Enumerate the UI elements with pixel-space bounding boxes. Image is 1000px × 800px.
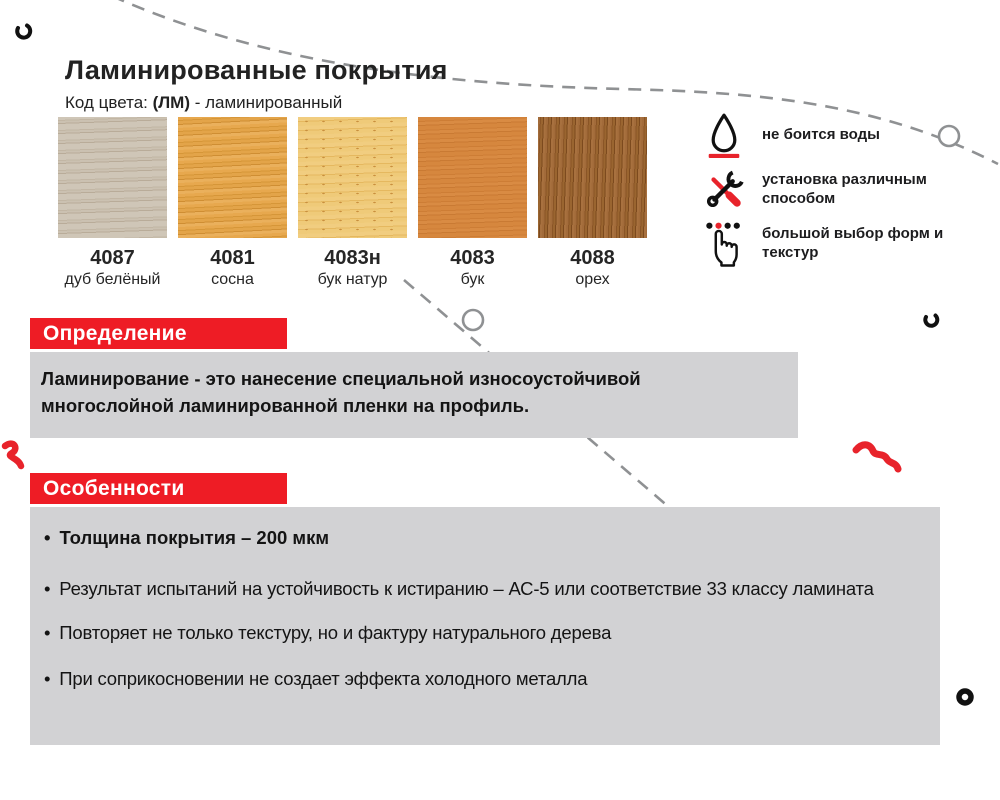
circle-marker-middle <box>463 310 483 330</box>
benefit-label: не боится воды <box>762 125 880 143</box>
swatch-item-4087 <box>58 117 167 289</box>
hand-choice-icon <box>703 220 745 268</box>
swatch-name: дуб белёный <box>64 271 161 288</box>
benefit-label: большой выбор форм и текстур <box>762 225 944 261</box>
swatch-name: сосна <box>211 271 254 288</box>
swatch-item-4088 <box>538 117 647 289</box>
swatch-name: орех <box>575 271 610 288</box>
wood-texture-sample <box>178 117 287 238</box>
features-panel <box>30 507 940 745</box>
tools-icon <box>703 169 745 211</box>
crescent-mark-top-left <box>17 26 30 38</box>
benefit-water <box>703 110 970 160</box>
swatch-code: 4087 <box>90 247 135 269</box>
crescent-mark-right <box>925 316 937 326</box>
swatch-name: бук натур <box>317 271 388 288</box>
feature-item <box>44 527 918 549</box>
subtitle-suffix: - ламинированный <box>190 93 343 112</box>
donut-mark-bottom-right <box>959 691 971 703</box>
bullet-dot: • <box>44 527 51 548</box>
swatch-item-4081 <box>178 117 287 289</box>
feature-item <box>44 570 918 609</box>
water-drop-icon <box>703 110 745 160</box>
wood-texture-sample <box>538 117 647 238</box>
feature-text: Толщина покрытия – 200 мкм <box>59 527 330 548</box>
benefits-list <box>703 110 970 268</box>
swatch-code: 4083н <box>324 247 381 269</box>
bullet-dot: • <box>44 578 51 599</box>
swatch-name: бук <box>460 271 485 288</box>
swatch-code: 4083 <box>450 247 495 269</box>
subtitle-prefix: Код цвета: <box>65 93 153 112</box>
swatch-item-4083n <box>298 117 407 289</box>
feature-text: При соприкосновении не создает эффекта холодного металла <box>59 667 588 689</box>
swatch-code: 4088 <box>570 247 615 269</box>
benefit-variety <box>703 220 970 268</box>
feature-text: Повторяет не только текстуру, но и фактуру натурального дерева <box>59 621 612 643</box>
feature-item <box>44 668 918 690</box>
wood-swatch-row <box>58 117 647 289</box>
features-heading: Особенности <box>30 473 287 504</box>
wood-texture-sample <box>58 117 167 238</box>
subtitle-code: (ЛМ) <box>152 93 191 112</box>
page-title: Ламинированные покрытия <box>65 55 448 85</box>
wood-texture-sample <box>418 117 527 238</box>
color-code-subtitle <box>65 93 448 113</box>
definition-text: Ламинирование - это нанесение специальной износоустойчивой многослойной ламинированной пленки на профиль. <box>41 368 641 416</box>
red-squiggle-right <box>856 445 898 469</box>
bullet-dot: • <box>44 667 51 689</box>
feature-item <box>44 622 918 644</box>
definition-heading: Определение <box>30 318 287 349</box>
swatch-code: 4081 <box>210 247 255 269</box>
feature-text: Результат испытаний на устойчивость к истиранию – АС-5 или соответствие 33 классу ламината <box>59 578 874 599</box>
wood-texture-sample <box>298 117 407 238</box>
bullet-dot: • <box>44 621 51 643</box>
benefit-installation <box>703 169 970 211</box>
definition-panel <box>30 352 798 438</box>
red-squiggle-left <box>5 444 21 466</box>
benefit-label: установка различным способом <box>762 171 927 207</box>
swatch-item-4083 <box>418 117 527 289</box>
header <box>65 55 448 113</box>
